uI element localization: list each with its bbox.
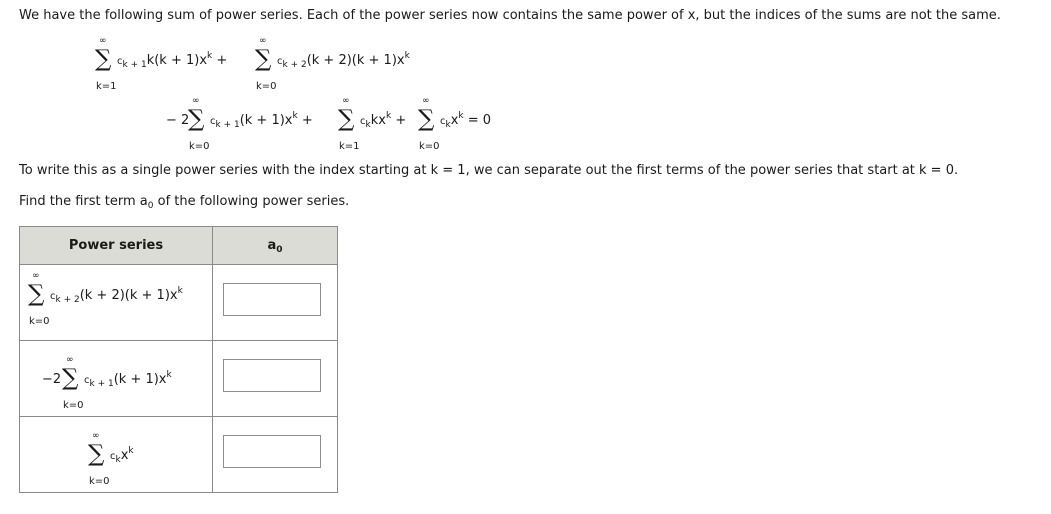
term-expression: $c_{k + 2}(k + 2)(k + 1)x^k$ (50, 286, 183, 305)
table-row (20, 265, 338, 341)
header-a0: $a_0$ (213, 227, 338, 265)
a0-input-2[interactable] (223, 359, 321, 392)
sigma-symbol: ∑ (255, 46, 272, 72)
series-cell: −2 ∞ ∑ k=0 $c_{k + 1}(k + 1)x^k$ (20, 341, 213, 417)
term-expression: $c_kx^k$ (110, 446, 134, 465)
sigma-symbol: ∑ (28, 281, 45, 307)
sigma-symbol: ∑ (418, 106, 435, 132)
find-prompt: Find the first term $a_0$ of the following power series. (19, 194, 350, 211)
coefficient: − 2 (166, 113, 190, 128)
coefficient: −2 (42, 372, 62, 387)
sigma-symbol: ∑ (62, 365, 79, 391)
power-series-table (19, 226, 338, 493)
table-header-row (20, 227, 338, 265)
table-row (20, 341, 338, 417)
series-cell: ∞ ∑ k=0 $c_kx^k$ (20, 417, 213, 493)
answer-cell (213, 417, 338, 493)
term-expression: $c_{k + 1}k(k + 1)x^k$ + (117, 51, 228, 70)
term-expression: $c_{k + 1}(k + 1)x^k$ + (210, 111, 313, 130)
instruction-text: To write this as a single power series with the index starting at k = 1, we can separate out the first terms of the power series that start at k = 0. (19, 163, 959, 178)
sigma-symbol: ∑ (338, 106, 355, 132)
header-power-series: Power series (20, 227, 213, 265)
answer-cell (213, 341, 338, 417)
series-cell: ∞ ∑ k=0 $c_{k + 2}(k + 2)(k + 1)x^k$ (20, 265, 213, 341)
sigma-symbol: ∑ (188, 106, 205, 132)
a0-input-1[interactable] (223, 283, 321, 316)
sigma-symbol: ∑ (95, 46, 112, 72)
answer-cell (213, 265, 338, 341)
term-expression: $c_{k + 2}(k + 2)(k + 1)x^k$ (277, 51, 410, 70)
a0-input-3[interactable] (223, 435, 321, 468)
intro-text: We have the following sum of power series. Each of the power series now contains the same power of x, but the indices of the sums are not the same. (19, 8, 1001, 23)
term-expression: $c_{k + 1}(k + 1)x^k$ (84, 370, 172, 389)
sigma-symbol: ∑ (88, 441, 105, 467)
table-row (20, 417, 338, 493)
term-expression: $c_kx^k = 0$ (440, 111, 492, 130)
term-expression: $c_kkx^k$ + (360, 111, 407, 130)
